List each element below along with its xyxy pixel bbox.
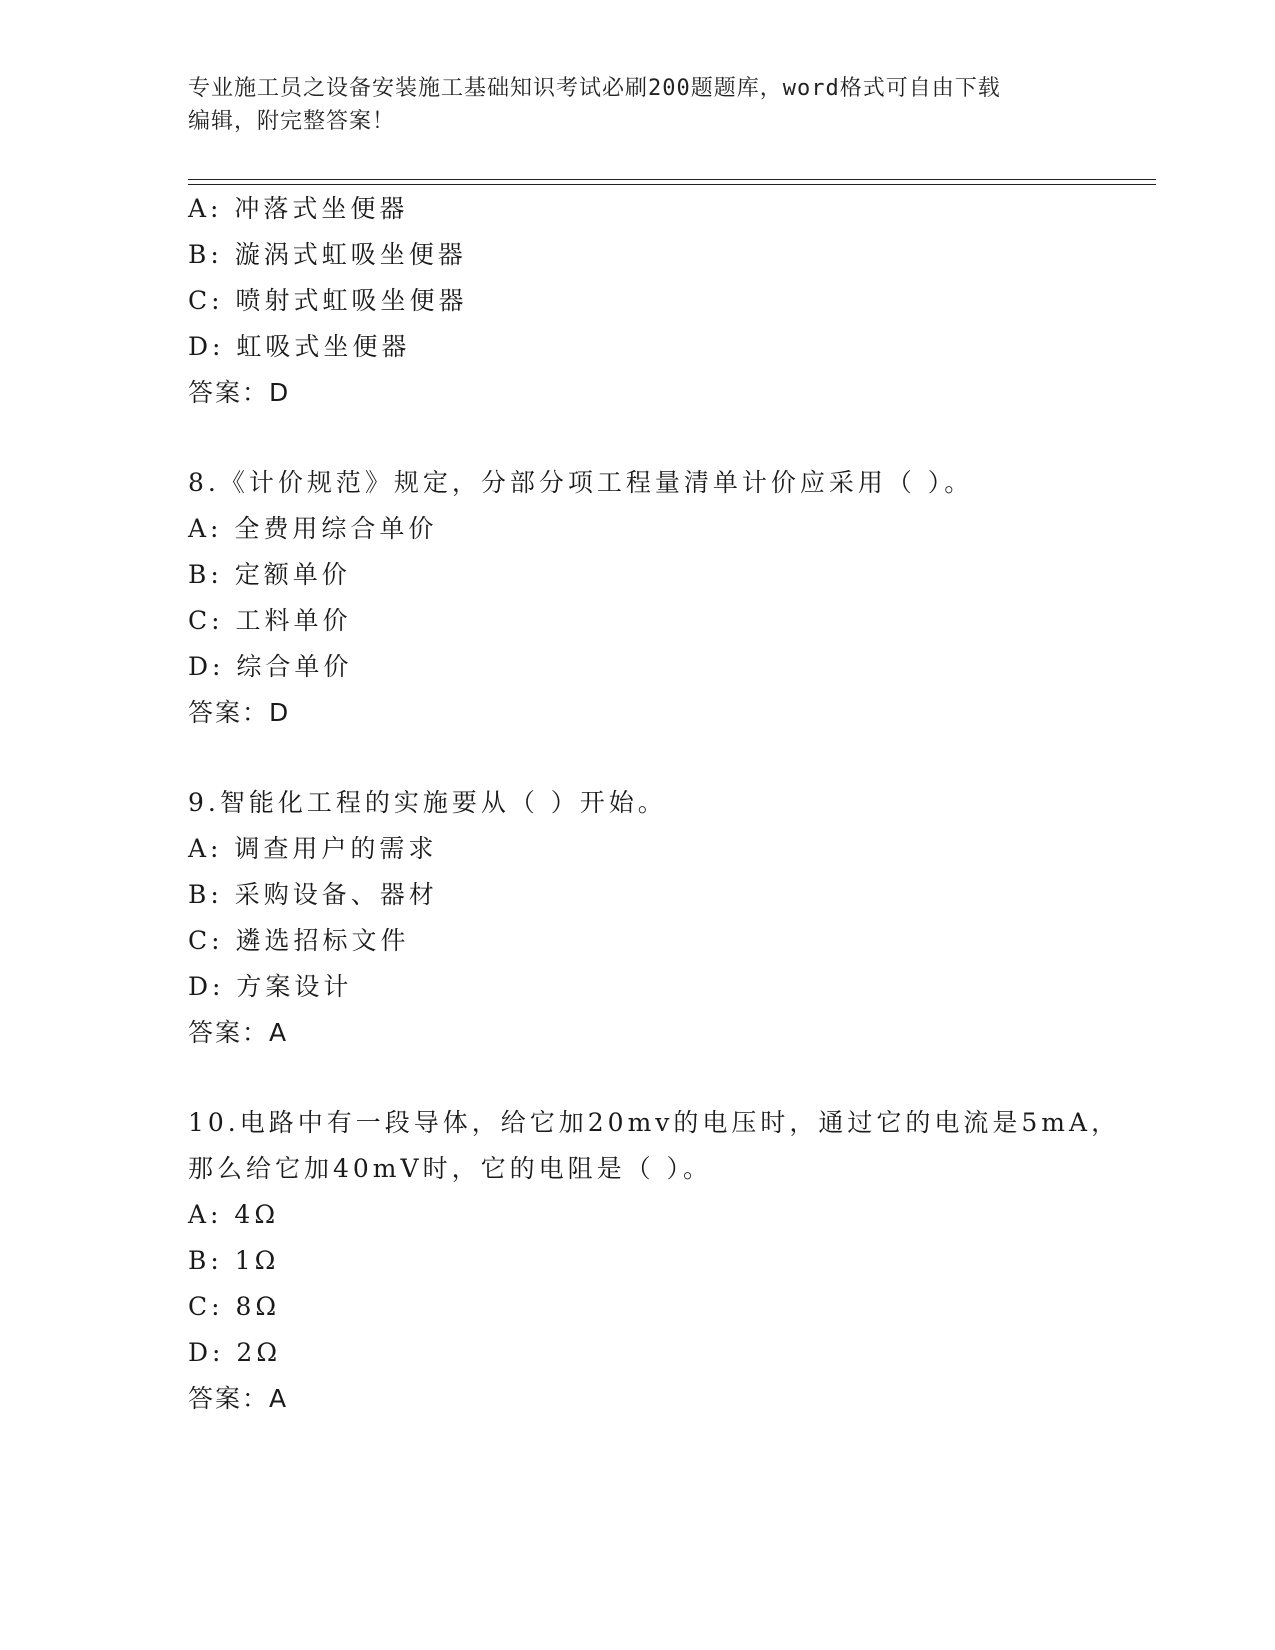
spacer xyxy=(188,1056,1148,1100)
question-9 xyxy=(188,780,1148,1056)
header-line-2: 编辑，附完整答案！ xyxy=(188,109,396,134)
header-divider-top xyxy=(188,179,1156,180)
option-d: D: 方案设计 xyxy=(188,972,353,1001)
option-c: C: 喷射式虹吸坐便器 xyxy=(188,286,468,315)
option-b: B: 漩涡式虹吸坐便器 xyxy=(188,240,467,269)
option-a: A: 全费用综合单价 xyxy=(188,514,438,543)
option-a: A: 冲落式坐便器 xyxy=(188,194,409,223)
question-7 xyxy=(188,186,1148,416)
option-c: C: 遴选招标文件 xyxy=(188,926,410,955)
option-a: A: 4Ω xyxy=(188,1200,280,1229)
option-a: A: 调查用户的需求 xyxy=(188,834,438,863)
option-b: B: 定额单价 xyxy=(188,560,351,589)
question-8 xyxy=(188,460,1148,736)
question-stem: 8.《计价规范》规定，分部分项工程量清单计价应采用（ ）。 xyxy=(188,468,974,497)
question-stem-line-1: 10.电路中有一段导体，给它加20mv的电压时，通过它的电流是5mA， xyxy=(188,1108,1121,1137)
answer: 答案：A xyxy=(188,1384,289,1413)
question-10 xyxy=(188,1100,1148,1422)
question-list xyxy=(188,186,1148,1422)
document-header xyxy=(188,72,1068,138)
answer: 答案：A xyxy=(188,1018,289,1047)
option-b: B: 采购设备、器材 xyxy=(188,880,438,909)
option-b: B: 1Ω xyxy=(188,1246,280,1275)
answer: 答案：D xyxy=(188,698,291,727)
question-stem-line-2: 那么给它加40mV时，它的电阻是（ ）。 xyxy=(188,1154,713,1183)
option-d: D: 2Ω xyxy=(188,1338,282,1367)
spacer xyxy=(188,416,1148,460)
option-c: C: 工料单价 xyxy=(188,606,352,635)
answer: 答案：D xyxy=(188,378,291,407)
question-stem: 9.智能化工程的实施要从（ ）开始。 xyxy=(188,788,667,817)
header-divider-bottom xyxy=(188,184,1156,185)
header-line-1: 专业施工员之设备安装施工基础知识考试必刷200题题库，word格式可自由下载 xyxy=(188,76,1001,101)
option-d: D: 虹吸式坐便器 xyxy=(188,332,411,361)
option-d: D: 综合单价 xyxy=(188,652,353,681)
spacer xyxy=(188,736,1148,780)
option-c: C: 8Ω xyxy=(188,1292,281,1321)
